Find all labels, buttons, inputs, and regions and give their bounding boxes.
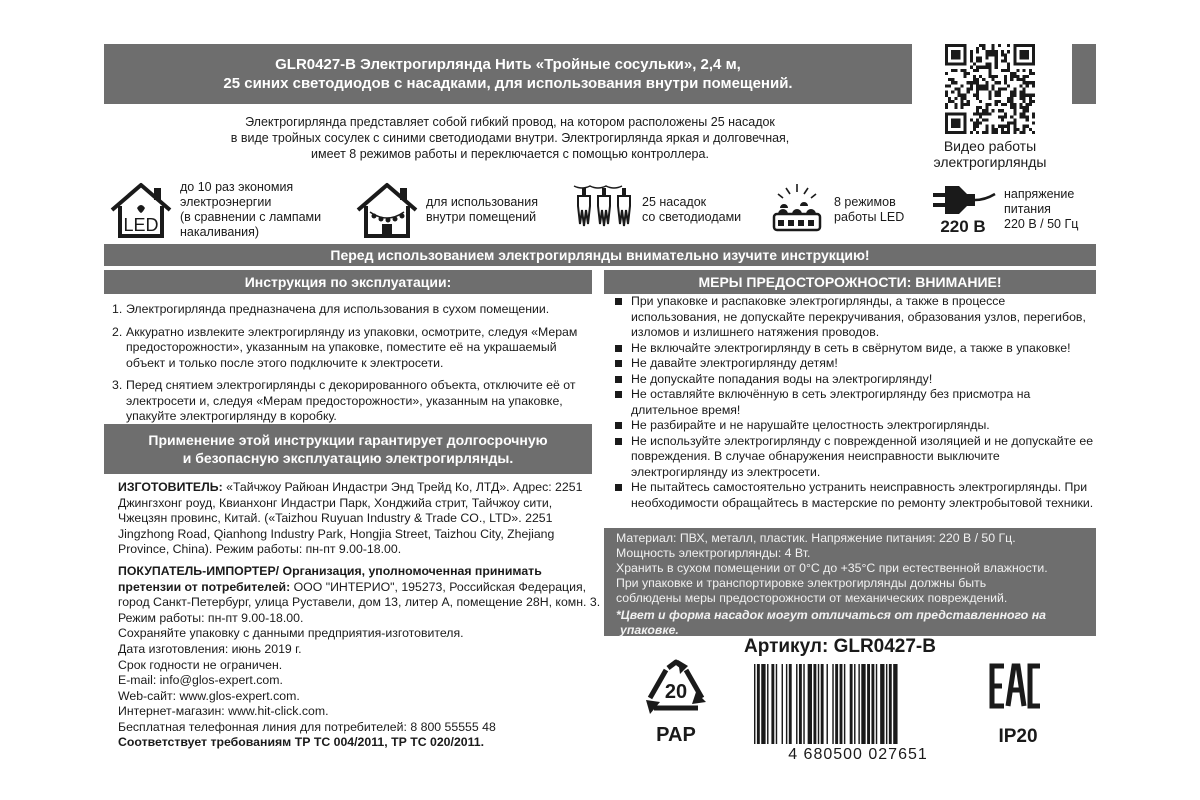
material-line-4: При упаковке и транспортировке электрогирлянды должны быть <box>616 576 987 590</box>
list-item-text: При упаковке и распаковке электрогирлянды, а также в процессе использования, не допускайте перекручивания, образования узлов, перегибов, изломов и излишнего натяжения проводов. <box>631 294 1086 339</box>
bullet-square-icon <box>615 391 622 398</box>
list-item-text: Перед снятием электрогирлянды с декорированного объекта, отключите её от электросети и, следуя «Мерам предосторожности», указанным на упаковке, упакуйте электрогирлянду в коробку. <box>126 378 576 423</box>
list-item-text: Не используйте электрогирлянду с поврежденной изоляцией и не допускайте ее повреждения. В случае обнаружения неисправности выключите электрогирлянду из электросети. <box>631 433 1094 479</box>
color-note-line-1: *Цвет и форма насадок могут отличаться от представленного на <box>616 608 1046 622</box>
manufacturer-block <box>118 480 602 558</box>
feature-nozzles-line-1: 25 насадок <box>642 195 707 209</box>
feature-eco <box>108 180 338 240</box>
precautions-heading: МЕРЫ ПРЕДОСТОРОЖНОСТИ: ВНИМАНИЕ! <box>604 270 1096 294</box>
instructions-heading: Инструкция по эксплуатации: <box>104 270 592 294</box>
color-note <box>616 608 1096 638</box>
feature-nozzles-text <box>642 195 741 225</box>
feature-modes-line-2: работы LED <box>834 210 905 224</box>
manufacturer-text: «Тайчжоу Райюан Индастри Энд Трейд Ко, ЛТД». Адрес: 2251 Джингзхонг роуд, Квианхонг Индастри Парк, Хонджийа стрит, Тайчжоу сити, Чжецзян провинс, Китай. («Taizhou Ruyuan Industry & Trade CO., LTD». 2251 Jingzhong Road, Qianhong Industry Park, Hongjia Street, Taizhou City, Zhejiang Province, China). Режим работы: пн-пт 9.00-18.00. <box>118 480 583 556</box>
list-item-number: 1. <box>112 302 123 316</box>
list-item <box>112 325 598 372</box>
feature-nozzles <box>570 180 770 240</box>
hotline-text: Бесплатная телефонная линия для потребителей: 8 800 55555 48 <box>118 719 496 734</box>
list-item <box>612 356 1096 372</box>
title-line-1: GLR0427-B Электрогирлянда Нить «Тройные сосульки», 2,4 м, <box>275 56 741 73</box>
feature-indoor-line-2: внутри помещений <box>426 210 537 224</box>
article-number: Артикул: GLR0427-B <box>744 636 936 657</box>
list-item <box>612 341 1096 357</box>
material-line-5: соблюдены меры предосторожности от механических повреждений. <box>616 591 1008 605</box>
list-item-text: Аккуратно извлеките электрогирлянду из упаковки, осмотрите, следуя «Мерам предосторожности», указанным на упаковке, поместите её на украшаемый объект и только после этого подключите к электросети. <box>126 324 578 370</box>
feature-eco-line-2: электроэнергии <box>180 195 272 209</box>
feature-indoor <box>354 180 554 240</box>
material-line-3: Хранить в сухом помещении от 0°С до +35°С при естественной влажности. <box>616 561 1048 575</box>
list-item <box>612 418 1096 434</box>
description-line-3: имеет 8 режимов работы и переключается с помощью контроллера. <box>311 147 709 161</box>
guarantee-line-1: Применение этой инструкции гарантирует долгосрочную <box>148 432 548 448</box>
warning-bar: Перед использованием электрогирлянды внимательно изучите инструкцию! <box>104 244 1096 266</box>
feature-voltage-line-3: 220 В / 50 Гц <box>1004 216 1079 231</box>
list-item <box>612 372 1096 388</box>
material-box <box>604 528 1096 636</box>
qr-caption-line-2: электрогирлянды <box>933 154 1047 170</box>
feature-eco-line-4: накаливания) <box>180 225 260 239</box>
feature-indoor-line-1: для использования <box>426 195 538 209</box>
recycle-code: 20 <box>664 681 688 703</box>
bullet-square-icon <box>615 438 622 445</box>
qr-caption <box>912 138 1068 170</box>
ip-rating: IP20 <box>998 726 1038 747</box>
product-description <box>150 114 870 162</box>
list-item-text: Не пытайтесь самостоятельно устранить неисправность электрогирлянды. При необходимости обращайтесь в мастерские по ремонту электробытовой техники. <box>631 480 1094 510</box>
feature-eco-text <box>180 180 321 240</box>
list-item <box>612 480 1096 511</box>
manufacturer-label: ИЗГОТОВИТЕЛЬ: <box>118 480 223 494</box>
guarantee-line-2: и безопасную эксплуатацию электрогирлянды. <box>182 450 514 466</box>
guarantee-bar <box>104 424 592 474</box>
feature-indoor-text <box>426 195 538 225</box>
list-item-text: Не включайте электрогирлянду в сеть в свёрнутом виде, а также в упаковке! <box>631 340 1071 355</box>
instructions-list <box>112 302 598 432</box>
list-item-text: Не оставляйте включённую в сеть электрогирлянду без присмотра на длительное время! <box>631 387 1031 417</box>
list-item <box>612 434 1096 481</box>
qr-caption-line-1: Видео работы <box>943 138 1037 154</box>
qr-code-icon[interactable] <box>944 44 1036 134</box>
bullet-square-icon <box>615 422 622 429</box>
title-bar <box>104 44 912 104</box>
plug-icon <box>929 182 997 218</box>
bullet-square-icon <box>615 298 622 305</box>
importer-block <box>118 564 602 642</box>
barcode-digits: 4 680500 027651 <box>788 746 928 762</box>
feature-voltage-text <box>1004 187 1078 232</box>
feature-voltage-line-1: напряжение <box>1004 186 1075 201</box>
feature-nozzles-line-2: со светодиодами <box>642 210 742 224</box>
material-line-2: Мощность электрогирлянды: 4 Вт. <box>616 546 811 560</box>
email-text: E-mail: info@glos-expert.com. <box>118 673 283 687</box>
feature-modes-line-1: 8 режимов <box>834 195 896 209</box>
importer-text: ООО "ИНТЕРИО", 195273, Российская Федерация, город Санкт-Петербург, улица Руставели, дом 13, литер А, помещение 28Н, комн. 3. Режим работы: пн-пт 9.00-18.00. <box>118 579 601 625</box>
recycle-icon <box>640 658 712 722</box>
feature-eco-line-1: до 10 раз экономия <box>180 180 294 194</box>
description-line-2: в виде тройных сосулек с синими светодиодами внутри. Электрогирлянда яркая и долговечная, <box>230 131 790 145</box>
plug-block <box>928 182 998 236</box>
list-item-text: Не разбирайте и не нарушайте целостность электрогирлянды. <box>631 418 990 432</box>
feature-eco-line-3: (в сравнении с лампами <box>180 210 322 224</box>
plug-label: 220 В <box>940 217 986 236</box>
list-item <box>112 378 598 425</box>
svg-text:LED: LED <box>123 215 159 235</box>
barcode-icon <box>752 664 964 762</box>
product-info-block <box>118 642 602 751</box>
icicle-nozzles-icon <box>570 180 636 240</box>
list-item-number: 3. <box>112 378 123 392</box>
list-item-text: Не давайте электрогирлянду детям! <box>631 356 838 370</box>
house-led-icon <box>108 180 174 240</box>
eac-mark-icon <box>988 662 1044 710</box>
list-item-text: Электрогирлянда предназначена для использования в сухом помещении. <box>126 302 550 316</box>
led-modes-icon <box>766 180 828 240</box>
compliance-text: Соответствует требованиям ТР ТС 004/2011, ТР ТС 020/2011. <box>118 735 485 749</box>
feature-modes <box>766 180 926 240</box>
keep-package-note: Сохраняйте упаковку с данными предприятия-изготовителя. <box>118 626 464 640</box>
online-shop-text: Интернет-магазин: www.hit-click.com. <box>118 704 329 718</box>
recycle-label: PAP <box>656 724 696 746</box>
bullet-square-icon <box>615 360 622 367</box>
house-garland-icon <box>354 180 420 240</box>
description-line-1: Электрогирлянда представляет собой гибкий провод, на котором расположены 25 насадок <box>245 115 775 129</box>
list-item-text: Не допускайте попадания воды на электрогирлянду! <box>631 371 933 386</box>
material-line-1: Материал: ПВХ, металл, пластик. Напряжение питания: 220 В / 50 Гц. <box>616 531 1016 545</box>
feature-voltage <box>928 182 1096 236</box>
list-item <box>612 294 1096 341</box>
feature-modes-text <box>834 195 904 225</box>
bullet-square-icon <box>615 345 622 352</box>
color-note-line-2: упаковке. <box>620 623 679 637</box>
list-item <box>112 302 598 318</box>
website-text: Web-сайт: www.glos-expert.com. <box>118 688 300 703</box>
shelf-life: Срок годности не ограничен. <box>118 657 283 672</box>
right-strip <box>1072 44 1096 104</box>
precautions-list <box>612 294 1096 511</box>
feature-voltage-line-2: питания <box>1004 201 1051 216</box>
list-item-number: 2. <box>112 324 123 339</box>
importer-label: ПОКУПАТЕЛЬ-ИМПОРТЕР/ Организация, уполномоченная принимать претензии от потребителей: <box>118 564 542 594</box>
title-line-2: 25 синих светодиодов с насадками, для использования внутри помещений. <box>223 75 793 92</box>
bullet-square-icon <box>615 376 622 383</box>
list-item <box>612 387 1096 418</box>
bullet-square-icon <box>615 484 622 491</box>
manufacture-date: Дата изготовления: июнь 2019 г. <box>118 642 302 656</box>
